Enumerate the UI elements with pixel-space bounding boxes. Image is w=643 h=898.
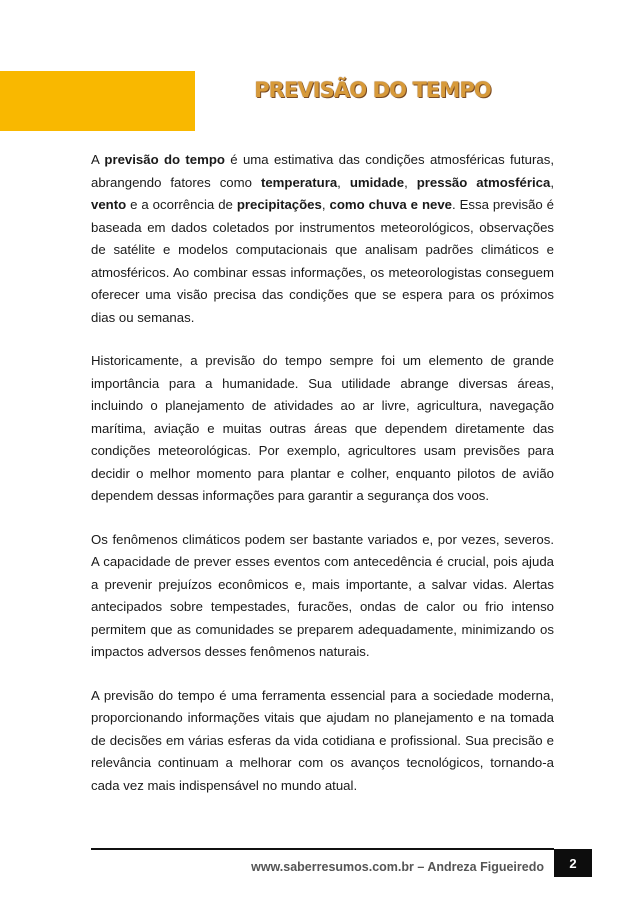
text-run: , <box>321 197 330 212</box>
page-title: PREVISÃO DO TEMPO <box>254 78 491 102</box>
bold-term: previsão do tempo <box>104 152 225 167</box>
text-run: , <box>550 174 554 190</box>
text-run: . Essa previsão é baseada em dados coletados por instrumentos meteorológicos, observações de satélite e modelos computacionais que analisam padrões climáticos e atmosféricos. Ao combinar essas informações, os meteorologistas conseguem oferecer uma visão precisa das condições que se espera para os próximos dias ou semanas. <box>91 197 555 325</box>
paragraph-4 <box>91 685 554 798</box>
paragraph-1 <box>91 149 554 329</box>
paragraph-2 <box>91 350 554 508</box>
bold-term: vento <box>91 197 127 212</box>
text-run: , <box>404 174 417 190</box>
header-accent-bar <box>0 71 195 131</box>
footer-divider <box>91 848 554 850</box>
text-run: A previsão do tempo é uma ferramenta essencial para a sociedade moderna, proporcionando informações vitais que ajudam no planejamento e na tomada de decisões em várias esferas da vida cotidiana e profissional. Sua precisão e relevância continuam a melhorar com os avanços tecnológicos, tornando-a cada vez mais indispensável no mundo atual. <box>91 687 554 793</box>
bold-term: precipitações <box>236 197 322 212</box>
bold-term: como chuva e neve <box>329 197 453 212</box>
text-run: é uma estimativa das condições atmosféricas futuras, abrangendo fatores como <box>91 152 554 190</box>
paragraph-3 <box>91 529 554 664</box>
footer-credit: www.saberresumos.com.br – Andreza Figueiredo <box>251 860 544 874</box>
bold-term: umidade <box>349 174 405 190</box>
text-run: e a ocorrência de <box>126 197 237 212</box>
article-body <box>91 149 554 818</box>
page-number: 2 <box>554 849 592 877</box>
text-run: , <box>337 174 350 190</box>
bold-term: pressão atmosférica <box>416 174 551 190</box>
bold-term: temperatura <box>260 174 338 190</box>
text-run: Historicamente, a previsão do tempo sempre foi um elemento de grande importância para a humanidade. Sua utilidade abrange diversas áreas, incluindo o planejamento de atividades ao ar livre, agricultura, navegação marítima, aviação e muitas outras áreas que dependem diretamente das condições meteorológicas. Por exemplo, agricultores usam previsões para decidir o melhor momento para plantar e colher, enquanto pilotos de avião dependem dessas informações para garantir a segurança dos voos. <box>91 353 554 503</box>
text-run: Os fenômenos climáticos podem ser bastante variados e, por vezes, severos. A capacidade de prever esses eventos com antecedência é crucial, pois ajuda a prevenir prejuízos econômicos e, mais importante, a salvar vidas. Alertas antecipados sobre tempestades, furacões, ondas de calor ou frio intenso permitem que as comunidades se preparem adequadamente, minimizando os impactos adversos desses fenômenos naturais. <box>91 531 554 659</box>
text-run: A <box>91 152 105 167</box>
